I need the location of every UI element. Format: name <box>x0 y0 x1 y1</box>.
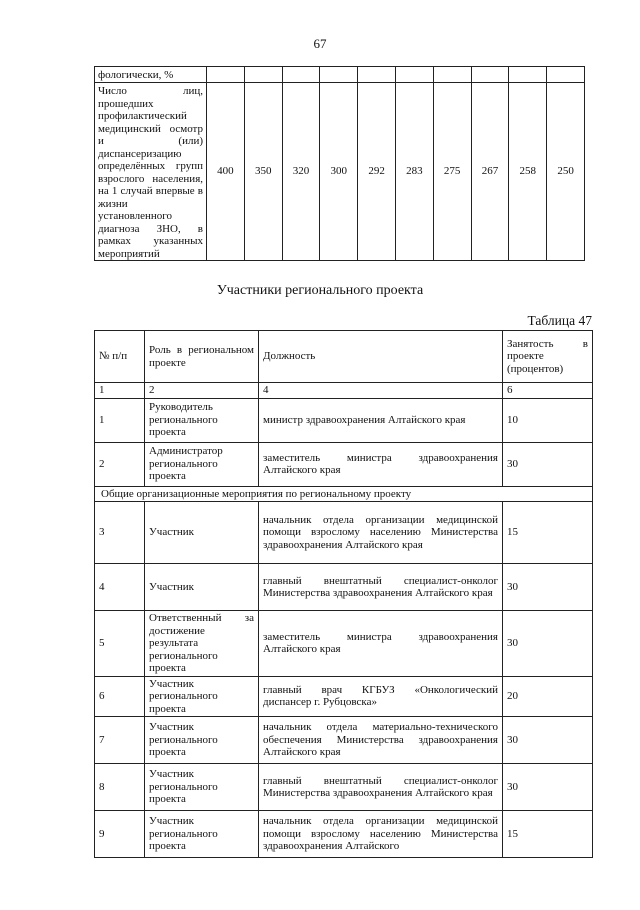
row-number: 1 <box>95 398 145 442</box>
indicator-value: 292 <box>358 83 396 261</box>
indicator-value <box>509 67 547 83</box>
column-header: Должность <box>259 331 503 383</box>
row-number: 8 <box>95 764 145 811</box>
row-load: 20 <box>503 676 593 717</box>
row-position: заместитель министра здравоохранения Алтайского края <box>259 442 503 486</box>
indicator-value: 258 <box>509 83 547 261</box>
table-row <box>95 811 593 858</box>
indicator-value <box>395 67 433 83</box>
table-caption: Таблица 47 <box>527 313 592 328</box>
row-position: начальник отдела организации медицинской помощи взрослому населению Министерства здравоохранения Алтайского края <box>259 502 503 564</box>
row-position: министр здравоохранения Алтайского края <box>259 398 503 442</box>
indicator-label: Число лиц, прошедших профилактический медицинский осмотр и (или) диспансеризацию определённых групп взрослого населения, на 1 случай впервые в жизни установленного диагноза ЗНО, в рамках указанных мероприятий <box>95 83 207 261</box>
table-row <box>95 676 593 717</box>
indicator-value <box>320 67 358 83</box>
column-index: 4 <box>259 383 503 399</box>
row-role: Участник регионального проекта <box>145 811 259 858</box>
indicator-value: 250 <box>547 83 585 261</box>
row-position: заместитель министра здравоохранения Алтайского края <box>259 611 503 677</box>
row-number: 9 <box>95 811 145 858</box>
table-row <box>95 502 593 564</box>
row-load: 15 <box>503 811 593 858</box>
row-role: Руководитель регионального проекта <box>145 398 259 442</box>
indicator-value: 275 <box>433 83 471 261</box>
row-load: 30 <box>503 717 593 764</box>
indicator-value <box>547 67 585 83</box>
table-row <box>95 611 593 677</box>
page-number: 67 <box>313 36 327 51</box>
table-row <box>95 564 593 611</box>
row-number: 5 <box>95 611 145 677</box>
participants-table <box>94 330 593 858</box>
indicator-value: 320 <box>282 83 320 261</box>
indicator-value <box>244 67 282 83</box>
row-position: главный внештатный специалист-онколог Министерства здравоохранения Алтайского края <box>259 564 503 611</box>
indicator-value: 350 <box>244 83 282 261</box>
section-title: Участники регионального проекта <box>216 283 424 298</box>
row-position: начальник отдела организации медицинской помощи взрослому населению Министерства здравоохранения Алтайского <box>259 811 503 858</box>
table-row <box>95 442 593 486</box>
row-number: 7 <box>95 717 145 764</box>
row-role: Участник регионального проекта <box>145 764 259 811</box>
row-number: 3 <box>95 502 145 564</box>
row-role: Участник <box>145 564 259 611</box>
indicator-label: фологически, % <box>95 67 207 83</box>
row-position: главный врач КГБУЗ «Онкологический диспансер г. Рубцовска» <box>259 676 503 717</box>
indicator-table-continuation <box>94 66 585 261</box>
row-load: 10 <box>503 398 593 442</box>
column-header: Занятость в проекте (процентов) <box>503 331 593 383</box>
row-role: Участник <box>145 502 259 564</box>
column-index-row <box>95 383 593 399</box>
table-row <box>95 67 585 83</box>
table-row <box>95 398 593 442</box>
column-index: 1 <box>95 383 145 399</box>
column-index: 6 <box>503 383 593 399</box>
indicator-value <box>207 67 245 83</box>
indicator-value <box>358 67 396 83</box>
row-load: 30 <box>503 564 593 611</box>
indicator-value: 267 <box>471 83 509 261</box>
table-header-row <box>95 331 593 383</box>
row-number: 6 <box>95 676 145 717</box>
section-row <box>95 486 593 502</box>
row-load: 15 <box>503 502 593 564</box>
indicator-value <box>471 67 509 83</box>
indicator-value: 283 <box>395 83 433 261</box>
table-row <box>95 717 593 764</box>
column-index: 2 <box>145 383 259 399</box>
row-number: 4 <box>95 564 145 611</box>
row-load: 30 <box>503 442 593 486</box>
row-role: Администратор регионального проекта <box>145 442 259 486</box>
row-role: Участник регионального проекта <box>145 676 259 717</box>
table-row <box>95 83 585 261</box>
row-load: 30 <box>503 764 593 811</box>
indicator-value: 300 <box>320 83 358 261</box>
table-row <box>95 764 593 811</box>
indicator-value <box>433 67 471 83</box>
column-header: Роль в региональном проекте <box>145 331 259 383</box>
row-role: Участник регионального проекта <box>145 717 259 764</box>
indicator-value <box>282 67 320 83</box>
row-position: начальник отдела материально-технического обеспечения Министерства здравоохранения Алтайского края <box>259 717 503 764</box>
row-position: главный внештатный специалист-онколог Министерства здравоохранения Алтайского края <box>259 764 503 811</box>
indicator-value: 400 <box>207 83 245 261</box>
column-header: № п/п <box>95 331 145 383</box>
row-load: 30 <box>503 611 593 677</box>
section-label: Общие организационные мероприятия по региональному проекту <box>95 486 593 502</box>
row-number: 2 <box>95 442 145 486</box>
row-role: Ответственный за достижение результата регионального проекта <box>145 611 259 677</box>
